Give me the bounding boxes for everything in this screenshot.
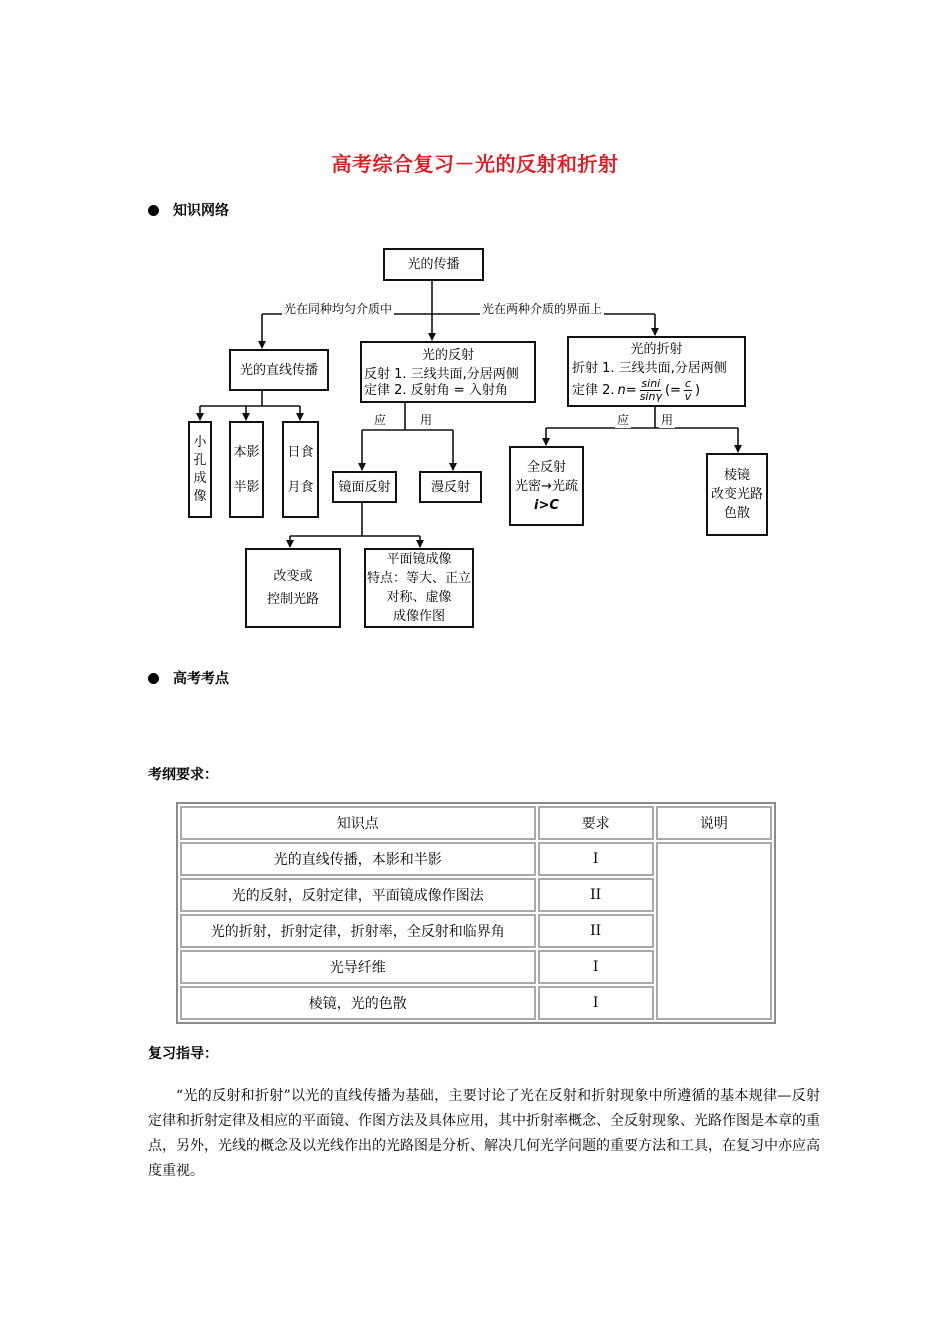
review-guide-label: 复习指导： — [148, 1046, 218, 1062]
node-title: 光的反射 — [421, 348, 474, 363]
review-guide-paragraph — [148, 1084, 820, 1184]
node-reflection — [360, 341, 536, 403]
apply-label-left-1: 应 — [374, 413, 387, 427]
table-cell-topic: 光导纤维 — [180, 950, 536, 984]
section-heading-knowledge-network — [148, 200, 229, 220]
table-row — [180, 842, 772, 876]
table-cell-level: I — [538, 986, 654, 1020]
apply-label-right-2: 用 — [661, 413, 674, 427]
line-1: 改变或 — [273, 569, 313, 584]
numerator: sini — [641, 377, 661, 390]
apply-label-right-1: 应 — [617, 413, 630, 427]
line-1: 棱镜 — [723, 468, 750, 483]
refraction-law-2 — [569, 378, 744, 403]
edge-label-same-medium: 光在同种均匀介质中 — [284, 302, 393, 316]
node-refraction — [567, 336, 746, 407]
line-1: 全反射 — [526, 459, 566, 475]
bullet-icon — [148, 673, 159, 684]
node-label: 镜面反射 — [338, 479, 391, 495]
table-cell-level: I — [538, 842, 654, 876]
section-heading-text: 知识网络 — [173, 203, 229, 219]
reflection-law-2: 定律 2. 反射角 = 入射角 — [364, 383, 508, 398]
line-3: 对称、虚像 — [386, 590, 452, 605]
char: 孔 — [193, 452, 207, 468]
edge-label-interface: 光在两种介质的界面上 — [482, 302, 603, 316]
node-label: 漫反射 — [430, 479, 470, 495]
line-2: 特点：等大、正立 — [366, 571, 471, 586]
line-2: 光密→光疏 — [515, 478, 578, 494]
node-prism — [706, 453, 768, 536]
node-change-light-path — [245, 548, 341, 628]
paren-close: ) — [695, 383, 701, 398]
node-title: 光的折射 — [630, 342, 683, 357]
char: 像 — [193, 488, 207, 504]
penumbra-label: 半影 — [233, 479, 260, 495]
paragraph-text: “光的反射和折射”以光的直线传播为基础，主要讨论了光在反射和折射现象中所遵循的基本规律—反射定律和折射定律及相应的平面镜、作图方法及具体应用，其中折射率概念、全反射现象、光路作图是本章的重点，另外，光线的概念及以光线作出的光路图是分析、解决几何光学问题的重要方法和工具，在复习中亦应高度重视。 — [148, 1088, 820, 1179]
node-diffuse-reflection — [419, 471, 482, 503]
line-3: i>C — [534, 497, 559, 513]
requirements-table — [176, 802, 776, 1024]
node-eclipse — [282, 421, 319, 518]
n-symbol: n= — [617, 383, 637, 398]
apply-label-left-2: 用 — [420, 413, 433, 427]
line-3: 色散 — [723, 506, 750, 521]
table-cell-topic: 光的反射，反射定律，平面镜成像作图法 — [180, 878, 536, 912]
node-pinhole-imaging — [188, 421, 212, 518]
table-header-row — [180, 806, 772, 840]
sine-ratio — [640, 378, 662, 403]
page-title: 高考综合复习－光的反射和折射 — [331, 152, 619, 176]
denominator: v — [684, 390, 692, 403]
denominator: sinγ — [639, 390, 662, 403]
numerator: c — [684, 377, 691, 390]
line-1: 平面镜成像 — [386, 552, 452, 567]
table-cell-level: II — [538, 914, 654, 948]
refraction-law-1: 折射 1. 三线共面,分居两侧 — [572, 361, 727, 376]
reflection-law-1: 反射 1. 三线共面,分居两侧 — [364, 367, 519, 382]
lunar-eclipse-label: 月食 — [287, 479, 314, 495]
column-header: 要求 — [538, 806, 654, 840]
node-specular-reflection — [332, 471, 397, 503]
node-umbra-penumbra — [229, 421, 264, 518]
umbra-label: 本影 — [233, 444, 260, 460]
section-heading-exam-points — [148, 668, 229, 688]
line-4: 成像作图 — [392, 609, 445, 624]
bullet-icon — [148, 205, 159, 216]
node-plane-mirror-imaging — [364, 548, 474, 628]
table-cell-topic: 棱镜，光的色散 — [180, 986, 536, 1020]
node-label: 光的传播 — [407, 257, 460, 272]
table-cell-level: II — [538, 878, 654, 912]
paren-open: (= — [664, 383, 681, 398]
table-cell-level: I — [538, 950, 654, 984]
node-total-internal-reflection — [509, 446, 584, 526]
root-node-light-propagation — [383, 248, 484, 281]
section-heading-text: 高考考点 — [173, 671, 229, 687]
law-prefix: 定律 2. — [572, 383, 615, 398]
column-header: 说明 — [656, 806, 772, 840]
table-cell-topic: 光的折射，折射定律，折射率，全反射和临界角 — [180, 914, 536, 948]
requirements-label: 考纲要求： — [148, 767, 218, 783]
c-over-v — [684, 378, 692, 403]
char: 成 — [193, 470, 207, 486]
line-2: 控制光路 — [266, 592, 319, 607]
column-header: 知识点 — [180, 806, 536, 840]
table-cell-notes — [656, 842, 772, 1020]
table-cell-topic: 光的直线传播，本影和半影 — [180, 842, 536, 876]
node-label: 光的直线传播 — [239, 362, 318, 378]
solar-eclipse-label: 日食 — [287, 444, 314, 460]
char: 小 — [193, 434, 207, 450]
node-straight-propagation — [229, 349, 329, 391]
line-2: 改变光路 — [710, 487, 763, 502]
